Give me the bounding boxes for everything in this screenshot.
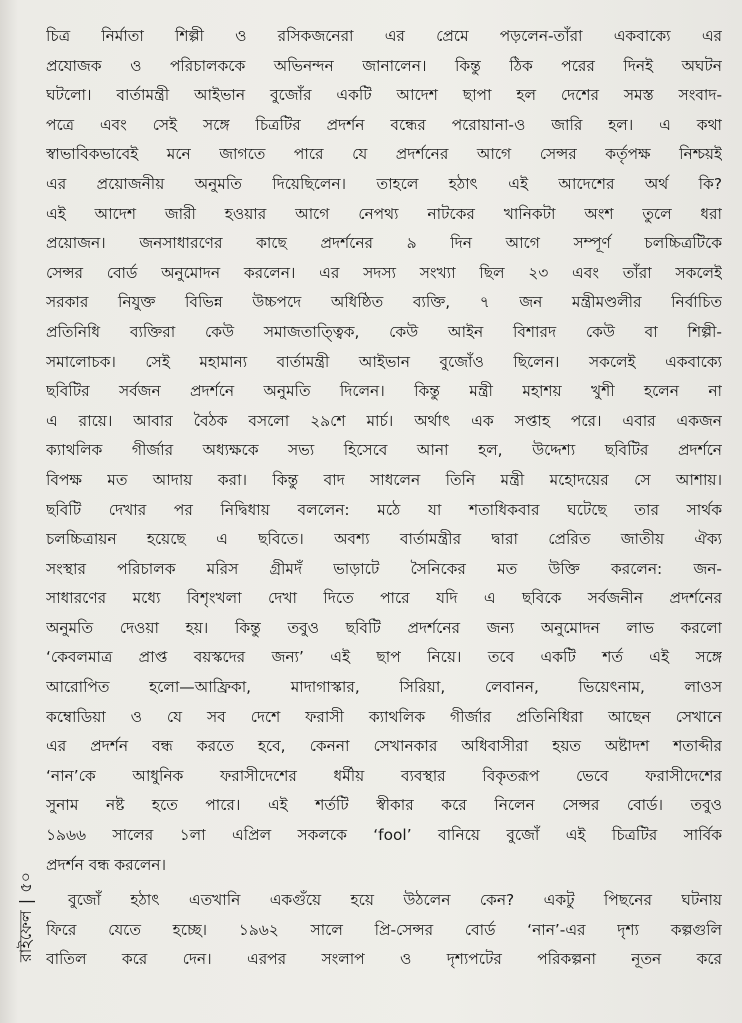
text-line: পত্রে এবং সেই সঙ্গে চিত্রটির প্রদর্শন বন্ধের পরোয়ানা-ও জারি হল। এ কথা (46, 115, 722, 134)
text-line: ছবিটি দেখার পর নিদ্বিধায় বললেন: মঠে যা শতাধিকবার ঘটেছে তার সার্থক (46, 500, 722, 519)
page-footer (14, 867, 38, 967)
text-line: এর প্রয়োজনীয় অনুমতি দিয়েছিলেন। তাহলে হঠাৎ এই আদেশের অর্থ কি? (46, 174, 722, 193)
text-line: বিপক্ষ মত আদায় করা। কিন্তু বাদ সাধলেন তিনি মন্ত্রী মহোদয়ের সে আশায়। (46, 470, 722, 489)
text-line: সাধারণের মধ্যে বিশৃংখলা দেখা দিতে পারে যদি এ ছবিকে সর্বজনীন প্রদর্শনের (46, 589, 722, 608)
text-line: ‘কেবলমাত্র প্রাপ্ত বয়স্কদের জন্য’ এই ছাপ নিয়ে। তবে একটি শর্ত এই সঙ্গে (46, 648, 722, 667)
text-line: ‘নান’কে আধুনিক ফরাসীদেশের ধর্মীয় ব্যবস্থার বিকৃতরূপ ভেবে ফরাসীদেশের (46, 766, 722, 785)
text-line: ঘটলো। বার্তামন্ত্রী আইভান বুজোঁর একটি আদেশ ছাপা হল দেশের সমস্ত সংবাদ- (46, 86, 722, 105)
text-line: অনুমতি দেওয়া হয়। কিন্তু তবুও ছবিটি প্রদর্শনের জন্য অনুমোদন লাভ করলো (46, 618, 722, 637)
text-line: সুনাম নষ্ট হতে পারে। এই শর্তটি স্বীকার করে নিলেন সেন্সর বোর্ড। তবুও (46, 796, 722, 815)
text-line: সরকার নিযুক্ত বিভিন্ন উচ্চপদে অধিষ্ঠিত ব্যক্তি, ৭ জন মন্ত্রীমণ্ডলীর নির্বাচিত (46, 293, 722, 312)
text-line: প্রদর্শন বন্ধ করলেন। (46, 855, 166, 874)
text-line: কম্বোডিয়া ও যে সব দেশে ফরাসী ক্যাথলিক গীর্জার প্রতিনিধিরা আছেন সেখানে (46, 707, 722, 726)
text-line: চলচ্চিত্রায়ন হয়েছে এ ছবিতে। অবশ্য বার্তামন্ত্রীর দ্বারা প্রেরিত জাতীয় ঐক্য (46, 530, 722, 549)
text-line: সেন্সর বোর্ড অনুমোদন করলেন। এর সদস্য সংখ্যা ছিল ২৩ এবং তাঁরা সকলেই (46, 263, 722, 282)
text-line: ১৯৬৬ সালের ১লা এপ্রিল সকলকে ‘fool’ বানিয়ে বুজোঁ এই চিত্রটির সার্বিক (46, 826, 722, 845)
text-line: এর প্রদর্শন বন্ধ করতে হবে, কেননা সেখানকার অধিবাসীরা হয়ত অষ্টাদশ শতাব্দীর (46, 737, 722, 756)
running-head: রাইফেল (16, 910, 35, 962)
body-text (46, 22, 722, 975)
text-line: প্রতিনিধি ব্যক্তিরা কেউ সমাজতাত্ত্বিক, কেউ আইন বিশারদ কেউ বা শিল্পী- (46, 322, 722, 341)
text-line: বুজোঁ হঠাৎ এতখানি একগুঁয়ে হয়ে উঠলেন কেন? একটু পিছনের ঘটনায় (68, 891, 722, 910)
text-line: ছবিটির সর্বজন প্রদর্শনে অনুমতি দিলেন। কিন্তু মন্ত্রী মহাশয় খুশী হলেন না (46, 382, 722, 401)
text-line: ফিরে যেতে হচ্ছে। ১৯৬২ সালে প্রি-সেন্সর বোর্ড ‘নান’-এর দৃশ্য কল্পগুলি (46, 920, 722, 939)
page-separator: | (16, 898, 35, 905)
text-line: প্রযোজক ও পরিচালককে অভিনন্দন জানালেন। কিন্তু ঠিক পরের দিনই অঘটন (46, 56, 722, 75)
text-line: সংস্থার পরিচালক মরিস গ্রীমদঁ ভাড়াটে সৈনিকের মত উক্তি করলেন: জন- (46, 559, 722, 578)
text-line: চিত্র নির্মাতা শিল্পী ও রসিকজনেরা এর প্রেমে পড়লেন-তাঁরা একবাক্যে এর (46, 27, 722, 45)
text-line: স্বাভাবিকভাবেই মনে জাগতে পারে যে প্রদর্শনের আগে সেন্সর কর্তৃপক্ষ নিশ্চয়ই (46, 145, 722, 164)
paragraph-1 (46, 22, 722, 880)
text-line: সমালোচক। সেই মহামান্য বার্তামন্ত্রী আইভান বুজোঁও ছিলেন। সকলেই একবাক্যে (46, 352, 722, 371)
text-line: বাতিল করে দেন। এরপর সংলাপ ও দৃশ্যপটের পরিকল্পনা নূতন করে (46, 950, 722, 969)
text-line: প্রয়োজন। জনসাধারণের কাছে প্রদর্শনের ৯ দিন আগে সম্পূর্ণ চলচ্চিত্রটিকে (46, 234, 722, 253)
text-line: এ রায়ে। আবার বৈঠক বসলো ২৯শে মার্চ। অর্থাৎ এক সপ্তাহ পরে। এবার একজন (46, 411, 722, 430)
text-line: এই আদেশ জারী হওয়ার আগে নেপথ্য নাটকের খানিকটা অংশ তুলে ধরা (46, 204, 722, 223)
page-number: ৫০ (16, 872, 35, 893)
paragraph-2 (46, 886, 722, 975)
text-line: ক্যাথলিক গীর্জার অধ্যক্ষকে সভ্য হিসেবে আনা হল, উদ্দেশ্য ছবিটির প্রদর্শনে (46, 441, 722, 460)
text-line: আরোপিত হলো—আফ্রিকা, মাদাগাস্কার, সিরিয়া, লেবানন, ভিয়েৎনাম, লাওস (46, 678, 722, 697)
